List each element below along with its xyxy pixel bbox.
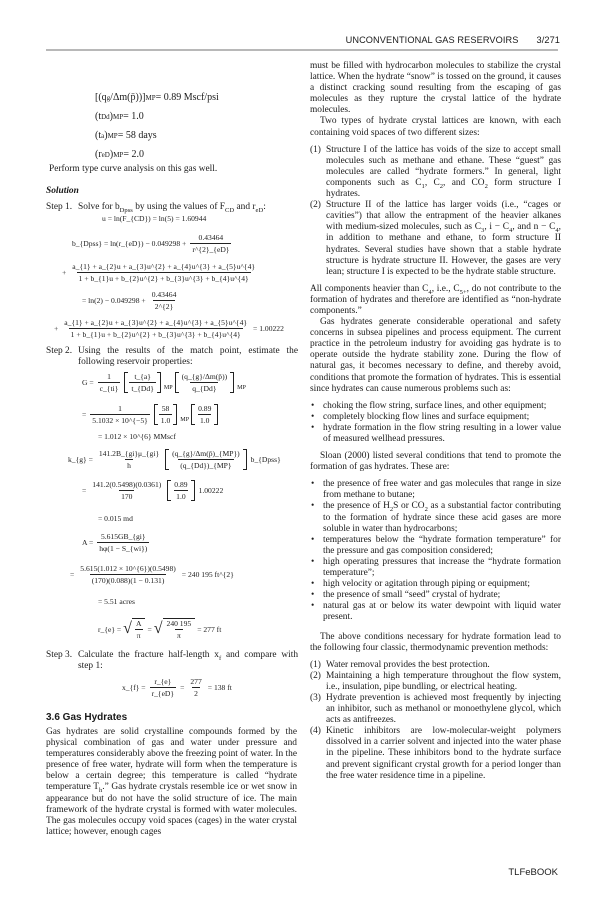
denominator: q_{Dd} bbox=[192, 384, 217, 393]
numerator: a_{1} + a_{2}u + a_{3}u^{2} + a_{4}u^{3} + a_{5}u^{4} bbox=[72, 262, 256, 271]
fraction bbox=[97, 449, 161, 470]
equation-text: = 240 195 ft^{2} bbox=[181, 570, 234, 579]
section-paragraph: Gas hydrates are solid crystalline compounds formed by the physical combination of gas and water under pressure and temperatures considerably above the freezing point of water. In the presence of free water, hydrate will form when the temperature is below a certain degree; this temperature is called “hydrate temperature $T_h$.” Gas hydrate crystals resemble ice or wet snow in appearance but do not have the solid structure of ice. The main framework of the hydrate crystal is formed with water molecules. The gas molecules occupy void spaces (cages) in the water crystal lattice; however, enough cages bbox=[46, 727, 298, 837]
numerator: 141.2B_{gi}μ_{gi} bbox=[98, 449, 160, 458]
list-item bbox=[310, 671, 561, 693]
list-item bbox=[310, 726, 561, 781]
radical-icon: √ bbox=[123, 620, 132, 637]
perform-text: Perform type curve analysis on this gas well. bbox=[49, 164, 218, 174]
list-text: Hydrate prevention is achieved most frequently by injecting an inhibitor, such as methanol or monoethylene glycol, which acts as antifreezes. bbox=[326, 692, 561, 726]
list-marker: (4) bbox=[310, 726, 321, 737]
list-text: Water removal provides the best protection. bbox=[326, 659, 490, 670]
bullet-icon: • bbox=[311, 479, 315, 490]
step-text: Using the results of the match point, estimate the following reservoir properties: bbox=[78, 346, 298, 368]
equation-text: r_{e} = bbox=[98, 624, 122, 634]
equation-text: 1.00222 bbox=[198, 486, 224, 495]
denominator: 2 bbox=[194, 689, 198, 698]
bracket-group bbox=[165, 449, 247, 470]
running-header bbox=[346, 35, 560, 46]
given-red: (r eD ) MP = 2.0 bbox=[95, 149, 144, 160]
list-text: the presence of $H_2S$ or $CO_2$ as a substantial factor contributing to the formation of hydrate since these acid gases are more soluble in water than hydrocarbons; bbox=[323, 501, 561, 534]
numerator: 0.89 bbox=[198, 404, 212, 413]
denominator: r^{2}_{eD} bbox=[192, 245, 230, 254]
header-rule bbox=[46, 49, 558, 51]
list-text: high velocity or agitation through piping or equipment; bbox=[323, 579, 530, 590]
list-item bbox=[310, 693, 561, 726]
step-label: Step 1. bbox=[46, 202, 73, 212]
equation-text: x_{f} = bbox=[122, 683, 146, 692]
equation-text: = bbox=[82, 410, 87, 419]
bullet-icon: • bbox=[311, 501, 315, 512]
equation-bdpss-result bbox=[52, 318, 286, 339]
bullet-icon: • bbox=[311, 411, 315, 422]
numerator: 5.615GB_{gi} bbox=[100, 532, 146, 541]
paragraph: Sloan (2000) listed several conditions that tend to promote the formation of gas hydrates. These are: bbox=[310, 451, 561, 473]
equation-g-sub bbox=[80, 404, 220, 425]
equation-bdpss-sub bbox=[80, 290, 180, 311]
solution-heading: Solution bbox=[46, 186, 79, 196]
numerator: 1 bbox=[118, 404, 122, 413]
right-column bbox=[310, 61, 561, 782]
bullet-icon: • bbox=[311, 422, 315, 433]
numerator: A bbox=[135, 619, 142, 628]
list-marker: (2) bbox=[310, 200, 321, 211]
list-text: Maintaining a high temperature throughout the flow system, i.e., insulation, pipe bundling, or electrical heating. bbox=[326, 670, 561, 692]
equation-text: A = bbox=[82, 538, 94, 547]
fraction bbox=[150, 677, 176, 698]
equation-text: = 1.00222 bbox=[253, 324, 284, 333]
numerator: 1 bbox=[107, 372, 111, 381]
paragraph: All components heavier than $C_4$, i.e., $C_{5+}$, do not contribute to the formation of hydrates and therefore are identified as “non-hydrate components.” bbox=[310, 283, 562, 316]
paragraph: must be filled with hydrocarbon molecules to stabilize the crystal lattice. When the hydrate “snow” is tossed on the ground, it causes a distinct cracking sound resulting from the escaping of gas molecules as they rupture the crystal lattice of the hydrate molecules. bbox=[310, 61, 561, 116]
equation-kg-result bbox=[96, 514, 135, 523]
numerator: t_{a} bbox=[134, 372, 151, 381]
step-2 bbox=[46, 346, 298, 368]
equation-text: = 138 ft bbox=[207, 683, 232, 692]
fraction bbox=[172, 480, 189, 501]
equation-text: = bbox=[70, 570, 75, 579]
equation-bdpss bbox=[70, 233, 233, 254]
fraction bbox=[70, 262, 257, 283]
fraction bbox=[180, 372, 230, 393]
equation-kg-sub bbox=[80, 480, 225, 501]
fraction bbox=[78, 564, 178, 585]
denominator: 1.0 bbox=[199, 416, 210, 425]
paragraph: Two types of hydrate crystal lattices are known, with each containing void spaces of two different sizes: bbox=[310, 116, 561, 138]
denominator: h bbox=[127, 461, 131, 470]
bullet-icon: • bbox=[311, 400, 315, 411]
step-text: Solve for $b_{Dpss}$ by using the values of $F_{CD}$ and $r_{eD}$: bbox=[78, 202, 266, 214]
list-marker: (2) bbox=[310, 670, 321, 681]
list-text: high operating pressures that increase the “hydrate formation temperature”; bbox=[323, 556, 561, 579]
list-item bbox=[310, 579, 561, 590]
equation-text: = 277 ft bbox=[197, 624, 222, 634]
denominator: (170)(0.088)(1 − 0.131) bbox=[91, 576, 165, 585]
list-item bbox=[310, 401, 561, 412]
given-ta: (t a ) MP = 58 days bbox=[95, 130, 157, 141]
equation-text: u = ln(F_{CD}) = ln(5) = 1.60944 bbox=[102, 214, 207, 223]
numerator: 5.615(1.012 × 10^{6})(0.5498) bbox=[80, 564, 176, 573]
equation-u bbox=[100, 214, 208, 223]
running-title: UNCONVENTIONAL GAS RESERVOIRS bbox=[345, 35, 519, 45]
section-heading: 3.6 Gas Hydrates bbox=[46, 712, 128, 723]
given-tdd: (t Dd ) MP = 1.0 bbox=[95, 111, 144, 122]
fraction bbox=[188, 677, 203, 698]
list-item bbox=[310, 423, 561, 445]
equation-kg bbox=[66, 449, 283, 470]
equation-text: = bbox=[147, 624, 152, 634]
numerator: 0.43464 bbox=[198, 233, 224, 242]
denominator: t_{Dd} bbox=[131, 384, 154, 393]
list-text: natural gas at or below its water dewpoint with liquid water present. bbox=[323, 601, 561, 623]
paragraph: The above conditions necessary for hydrate formation lead to the following four classic, thermodynamic prevention methods: bbox=[310, 631, 561, 653]
list-item bbox=[310, 479, 561, 501]
list-item bbox=[310, 145, 561, 200]
equation-text: = 5.51 acres bbox=[98, 597, 135, 606]
numerator: (q_{g}/Δm(p̄)_{MP}) bbox=[172, 449, 240, 458]
numerator: r_{e} bbox=[154, 677, 172, 686]
step-label: Step 2. bbox=[46, 346, 73, 356]
denominator: (q_{Dd})_{MP} bbox=[180, 461, 232, 470]
equation-area-sub bbox=[68, 564, 236, 585]
equation-re bbox=[96, 618, 223, 640]
page-number: 3/271 bbox=[536, 35, 560, 45]
denominator: π bbox=[176, 631, 181, 640]
bullet-icon: • bbox=[311, 534, 315, 545]
numerator: (q_{g}/Δm(p̄)) bbox=[181, 372, 228, 381]
equation-text: = 0.015 md bbox=[98, 514, 133, 523]
fraction bbox=[170, 449, 242, 470]
fraction bbox=[159, 404, 173, 425]
list-text: the presence of small “seed” crystal of hydrate; bbox=[323, 590, 501, 601]
numerator: 58 bbox=[161, 404, 170, 413]
equation-area bbox=[80, 532, 151, 553]
fraction bbox=[97, 532, 149, 553]
numerator: 141.2(0.5498)(0.0361) bbox=[92, 480, 162, 489]
radicand bbox=[132, 618, 145, 640]
fraction bbox=[129, 372, 155, 393]
denominator: 1.0 bbox=[160, 416, 171, 425]
list-item bbox=[310, 590, 561, 601]
denominator: 2^{2} bbox=[154, 302, 174, 311]
equation-text: = 1.012 × 10^{6} MMscf bbox=[98, 432, 176, 441]
fraction bbox=[90, 480, 163, 501]
radicand bbox=[163, 618, 196, 640]
bullet-icon: • bbox=[311, 579, 315, 590]
fraction bbox=[62, 318, 249, 339]
list-item bbox=[310, 501, 561, 534]
list-item bbox=[310, 660, 561, 671]
equation-xf bbox=[120, 677, 234, 698]
equation-text: = bbox=[180, 683, 185, 692]
fraction bbox=[150, 290, 179, 311]
paragraph: Gas hydrates generate considerable operational and safety concerns in subsea pipelines and process equipment. The current practice in the petroleum industry for avoiding gas hydrate is to operate outside the hydrate stability zone. During the flow of natural gas, it becomes necessary to define, and thereby avoid, conditions that promote the formation of hydrates. This is essential since hydrates can cause numerous problems such as: bbox=[310, 317, 561, 394]
step-label: Step 3. bbox=[46, 650, 73, 660]
bracket-group bbox=[175, 372, 235, 393]
numerator: 0.43464 bbox=[151, 290, 177, 299]
list-text: Structure II of the lattice has larger voids (i.e., “cages or cavities”) that allow the entrapment of the heavier alkanes with medium-sized molecules, such as $C_3$, $i - C_4$, and $n - C_4$, in addition to methane and ethane, to form structure II hydrates. Several studies have shown that a stable hydrate structure is hydrate structure II. However, the gases are very lean; structure I is expected to be the hydrate stable structure. bbox=[326, 200, 561, 277]
bracket-group bbox=[124, 372, 160, 393]
equation-g-result bbox=[96, 432, 178, 441]
numerator: 0.89 bbox=[174, 480, 188, 489]
numerator: 277 bbox=[190, 677, 202, 686]
equation-g bbox=[80, 372, 246, 393]
list-text: Structure I of the lattice has voids of the size to accept small molecules such as methane and ethane. These “guest” gas molecules are called “hydrate formers.” In general, light components such as $C_1$, $C_2$, and $CO_2$ form structure I hydrates. bbox=[326, 144, 561, 200]
list-marker: (1) bbox=[310, 144, 321, 155]
list-marker: (1) bbox=[310, 659, 321, 670]
equation-text: = ln(2) − 0.049298 + bbox=[82, 296, 146, 305]
problems-list bbox=[310, 401, 561, 445]
list-text: Kinetic inhibitors are low-molecular-weight polymers dissolved in a carrier solvent and injected into the water phase in the pipeline. These inhibitors bond to the hydrate surface and prevent significant crystal growth for a period longer than the free water residence time in a pipeline. bbox=[326, 726, 561, 781]
equation-text: b_{Dpss} bbox=[250, 455, 281, 464]
step-1 bbox=[46, 202, 298, 213]
bullet-icon: • bbox=[311, 590, 315, 601]
bullet-icon: • bbox=[311, 601, 315, 612]
bracket-group bbox=[154, 404, 178, 425]
step-text: Calculate the fracture half-length $x_f$ and compare with step 1: bbox=[78, 650, 299, 672]
list-item bbox=[310, 535, 561, 557]
denominator: 1 + b_{1}u + b_{2}u^{2} + b_{3}u^{3} + b_{4}u^{4} bbox=[70, 330, 241, 339]
denominator: 170 bbox=[121, 492, 133, 501]
denominator: 1 + b_{1}u + b_{2}u^{2} + b_{3}u^{3} + b_{4}u^{4} bbox=[78, 274, 249, 283]
numerator: 240 195 bbox=[166, 619, 192, 628]
equation-text: + bbox=[62, 268, 67, 277]
methods-list bbox=[310, 660, 561, 782]
bracket-subscript: MP bbox=[237, 385, 246, 391]
watermark: TLFeBOOK bbox=[508, 867, 558, 878]
list-text: the presence of free water and gas molecules that range in size from methane to butane; bbox=[323, 479, 561, 501]
structure-list bbox=[310, 145, 561, 278]
square-root bbox=[154, 618, 195, 640]
list-item bbox=[310, 200, 561, 278]
fraction bbox=[134, 619, 143, 640]
fraction bbox=[196, 404, 213, 425]
list-text: choking the flow string, surface lines, and other equipment; bbox=[323, 400, 547, 411]
equation-bdpss-series bbox=[60, 262, 259, 283]
bracket-group bbox=[167, 480, 194, 501]
list-text: temperatures below the “hydrate formation temperature” for the pressure and gas composition considered; bbox=[323, 534, 561, 556]
equation-text: = bbox=[82, 486, 87, 495]
equation-area-result bbox=[96, 597, 137, 606]
list-text: hydrate formation in the flow string resulting in a lower value of measured wellhead pressures. bbox=[323, 422, 561, 444]
square-root bbox=[123, 618, 145, 640]
given-match-rate: [(q g /Δm(p̄))] MP = 0.89 Mscf/psi bbox=[95, 92, 219, 103]
list-item bbox=[310, 412, 561, 423]
bracket-subscript: MP bbox=[180, 417, 190, 423]
denominator: r_{eD} bbox=[151, 689, 175, 698]
denominator: π bbox=[136, 631, 141, 640]
bullet-icon: • bbox=[311, 556, 315, 567]
denominator: c_{ti} bbox=[99, 384, 119, 393]
list-item bbox=[310, 601, 561, 623]
equation-text: G = bbox=[82, 378, 94, 387]
denominator: hφ(1 − S_{wi}) bbox=[99, 544, 148, 553]
denominator: 5.1032 × 10^{−5} bbox=[92, 416, 148, 425]
list-item bbox=[310, 557, 561, 579]
equation-text: b_{Dpss} = ln(r_{eD}) − 0.049298 + bbox=[72, 239, 187, 248]
step-3 bbox=[46, 650, 298, 672]
fraction bbox=[90, 404, 150, 425]
bracket-group bbox=[191, 404, 218, 425]
equation-text: k_{g} = bbox=[68, 455, 93, 464]
fraction bbox=[165, 619, 194, 640]
list-marker: (3) bbox=[310, 692, 321, 703]
list-text: completely blocking flow lines and surface equipment; bbox=[323, 411, 530, 422]
equation-text: + bbox=[54, 324, 59, 333]
numerator: a_{1} + a_{2}u + a_{3}u^{2} + a_{4}u^{3} + a_{5}u^{4} bbox=[64, 318, 248, 327]
denominator: 1.0 bbox=[176, 492, 186, 501]
fraction bbox=[98, 372, 121, 393]
bracket-subscript: MP bbox=[163, 385, 173, 391]
fraction bbox=[190, 233, 231, 254]
radical-icon: √ bbox=[153, 620, 163, 637]
conditions-list bbox=[310, 479, 561, 623]
